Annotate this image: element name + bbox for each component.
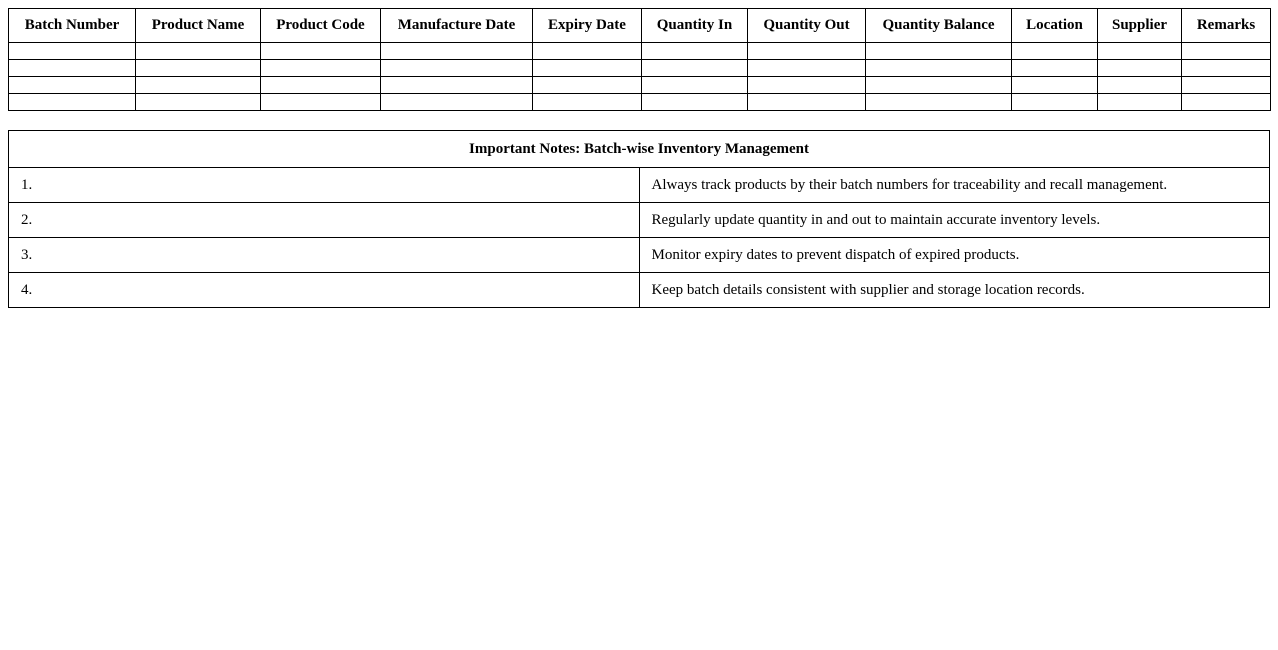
table-cell[interactable]: [533, 77, 642, 94]
table-cell[interactable]: [1012, 60, 1098, 77]
column-header-product-code: Product Code: [261, 9, 381, 43]
column-header-expiry-date: Expiry Date: [533, 9, 642, 43]
note-row: [9, 168, 1270, 203]
table-cell[interactable]: [1012, 77, 1098, 94]
note-number: 1.: [9, 168, 640, 203]
table-cell[interactable]: [1182, 60, 1271, 77]
note-row: [9, 273, 1270, 308]
table-cell[interactable]: [136, 43, 261, 60]
table-cell[interactable]: [748, 77, 866, 94]
column-header-quantity-in: Quantity In: [642, 9, 748, 43]
table-row: [9, 94, 1271, 111]
table-cell[interactable]: [381, 43, 533, 60]
notes-title-row: [9, 131, 1270, 168]
table-cell[interactable]: [261, 77, 381, 94]
table-cell[interactable]: [642, 94, 748, 111]
column-header-remarks: Remarks: [1182, 9, 1271, 43]
table-cell[interactable]: [1182, 77, 1271, 94]
table-cell[interactable]: [136, 60, 261, 77]
table-cell[interactable]: [866, 94, 1012, 111]
column-header-quantity-out: Quantity Out: [748, 9, 866, 43]
table-cell[interactable]: [381, 77, 533, 94]
table-cell[interactable]: [748, 43, 866, 60]
table-cell[interactable]: [261, 94, 381, 111]
notes-table: [8, 130, 1270, 308]
table-cell[interactable]: [1098, 77, 1182, 94]
table-cell[interactable]: [381, 94, 533, 111]
note-text: Regularly update quantity in and out to maintain accurate inventory levels.: [639, 203, 1270, 238]
table-row: [9, 60, 1271, 77]
table-cell[interactable]: [261, 60, 381, 77]
table-cell[interactable]: [533, 43, 642, 60]
table-cell[interactable]: [866, 77, 1012, 94]
table-cell[interactable]: [136, 94, 261, 111]
table-cell[interactable]: [642, 77, 748, 94]
table-cell[interactable]: [866, 43, 1012, 60]
column-header-batch-number: Batch Number: [9, 9, 136, 43]
note-number: 2.: [9, 203, 640, 238]
column-header-quantity-balance: Quantity Balance: [866, 9, 1012, 43]
table-cell[interactable]: [1098, 94, 1182, 111]
column-header-location: Location: [1012, 9, 1098, 43]
notes-title: Important Notes: Batch-wise Inventory Management: [9, 131, 1270, 168]
table-cell[interactable]: [1098, 60, 1182, 77]
table-cell[interactable]: [642, 43, 748, 60]
table-row: [9, 43, 1271, 60]
table-cell[interactable]: [136, 77, 261, 94]
table-cell[interactable]: [1012, 43, 1098, 60]
table-cell[interactable]: [748, 60, 866, 77]
table-cell[interactable]: [9, 94, 136, 111]
note-text: Always track products by their batch numbers for traceability and recall management.: [639, 168, 1270, 203]
note-number: 3.: [9, 238, 640, 273]
note-number: 4.: [9, 273, 640, 308]
note-row: [9, 238, 1270, 273]
column-header-manufacture-date: Manufacture Date: [381, 9, 533, 43]
table-cell[interactable]: [1182, 94, 1271, 111]
column-header-supplier: Supplier: [1098, 9, 1182, 43]
inventory-table: [8, 8, 1271, 111]
column-header-product-name: Product Name: [136, 9, 261, 43]
table-cell[interactable]: [261, 43, 381, 60]
table-row: [9, 77, 1271, 94]
note-text: Monitor expiry dates to prevent dispatch of expired products.: [639, 238, 1270, 273]
inventory-header-row: [9, 9, 1271, 43]
note-row: [9, 203, 1270, 238]
table-cell[interactable]: [9, 43, 136, 60]
table-cell[interactable]: [533, 60, 642, 77]
table-cell[interactable]: [642, 60, 748, 77]
table-cell[interactable]: [533, 94, 642, 111]
table-cell[interactable]: [9, 77, 136, 94]
note-text: Keep batch details consistent with supplier and storage location records.: [639, 273, 1270, 308]
table-cell[interactable]: [748, 94, 866, 111]
table-cell[interactable]: [1182, 43, 1271, 60]
table-cell[interactable]: [9, 60, 136, 77]
table-cell[interactable]: [866, 60, 1012, 77]
inventory-body: [9, 43, 1271, 111]
table-cell[interactable]: [381, 60, 533, 77]
table-cell[interactable]: [1098, 43, 1182, 60]
table-cell[interactable]: [1012, 94, 1098, 111]
